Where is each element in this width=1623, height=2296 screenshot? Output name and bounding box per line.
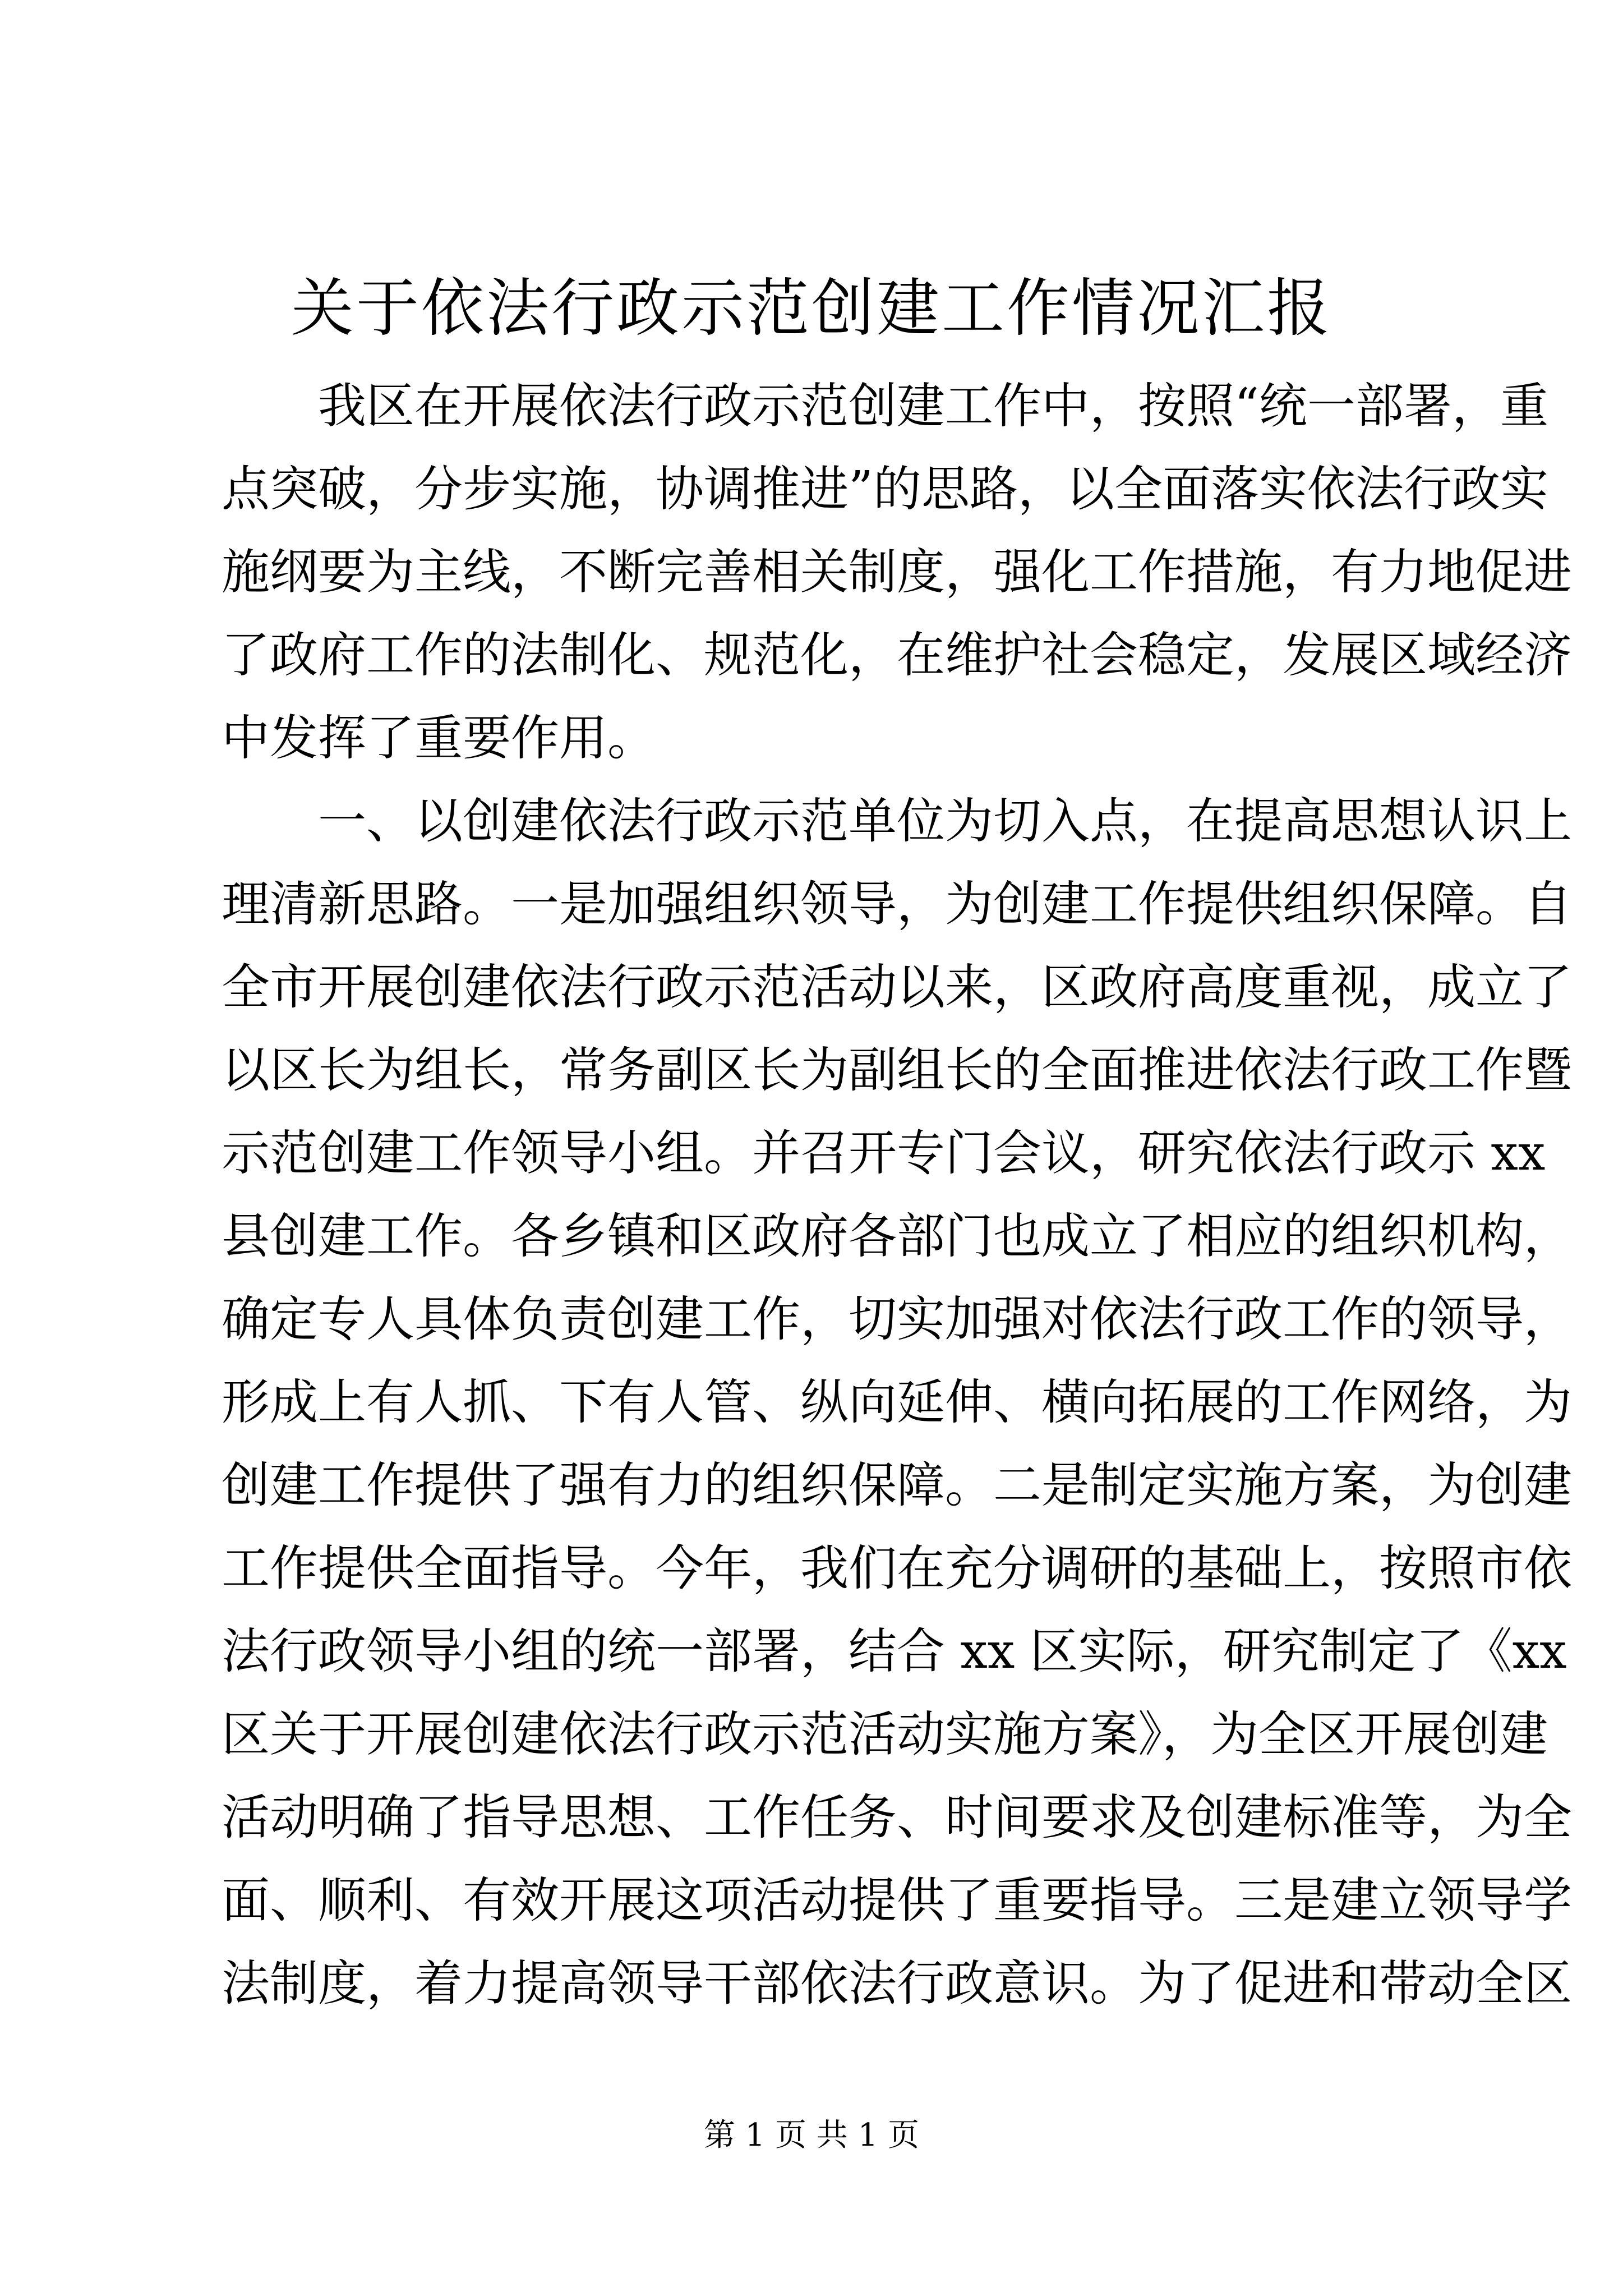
paragraph-line: 中发挥了重要作用。	[222, 710, 656, 766]
paragraph-line: 创建工作提供了强有力的组织保障。二是制定实施方案，为创建	[222, 1457, 1572, 1513]
paragraph-line: 工作提供全面指导。今年，我们在充分调研的基础上，按照市依	[222, 1540, 1572, 1596]
document-title: 关于依法行政示范创建工作情况汇报	[291, 272, 1332, 345]
paragraph-line: 施纲要为主线，不断完善相关制度，强化工作措施，有力地促进	[222, 544, 1572, 600]
paragraph-line: 形成上有人抓、下有人管、纵向延伸、横向拓展的工作网络，为	[222, 1374, 1572, 1430]
paragraph-line: 点突破，分步实施，协调推进”的思路，以全面落实依法行政实	[222, 461, 1548, 517]
page-footer: 第 1 页 共 1 页	[703, 2117, 920, 2154]
paragraph-line: 法制度，着力提高领导干部依法行政意识。为了促进和带动全区	[222, 1955, 1572, 2012]
paragraph-line: 面、顺利、有效开展这项活动提供了重要指导。三是建立领导学	[222, 1872, 1572, 1929]
paragraph-line: 以区长为组长，常务副区长为副组长的全面推进依法行政工作暨	[222, 1042, 1572, 1098]
paragraph-line: 了政府工作的法制化、规范化，在维护社会稳定，发展区域经济	[222, 627, 1572, 683]
paragraph-line: 一、以创建依法行政示范单位为切入点，在提高思想认识上	[318, 793, 1572, 849]
paragraph-line: 法行政领导小组的统一部署，结合 xx 区实际，研究制定了《xx	[222, 1623, 1567, 1680]
paragraph-line: 活动明确了指导思想、工作任务、时间要求及创建标准等，为全	[222, 1789, 1572, 1846]
paragraph-line: 示范创建工作领导小组。并召开专门会议，研究依法行政示 xx	[222, 1125, 1546, 1181]
document-body	[222, 365, 1572, 2025]
paragraph-line: 确定专人具体负责创建工作，切实加强对依法行政工作的领导，	[222, 1291, 1572, 1347]
paragraph-line: 县创建工作。各乡镇和区政府各部门也成立了相应的组织机构，	[222, 1208, 1572, 1264]
paragraph-line: 我区在开展依法行政示范创建工作中，按照“统一部署，重	[318, 378, 1548, 434]
paragraph-line: 全市开展创建依法行政示范活动以来，区政府高度重视，成立了	[222, 959, 1572, 1015]
paragraph-line: 区关于开展创建依法行政示范活动实施方案》，为全区开展创建	[222, 1706, 1548, 1763]
paragraph-line: 理清新思路。一是加强组织领导，为创建工作提供组织保障。自	[222, 876, 1572, 932]
